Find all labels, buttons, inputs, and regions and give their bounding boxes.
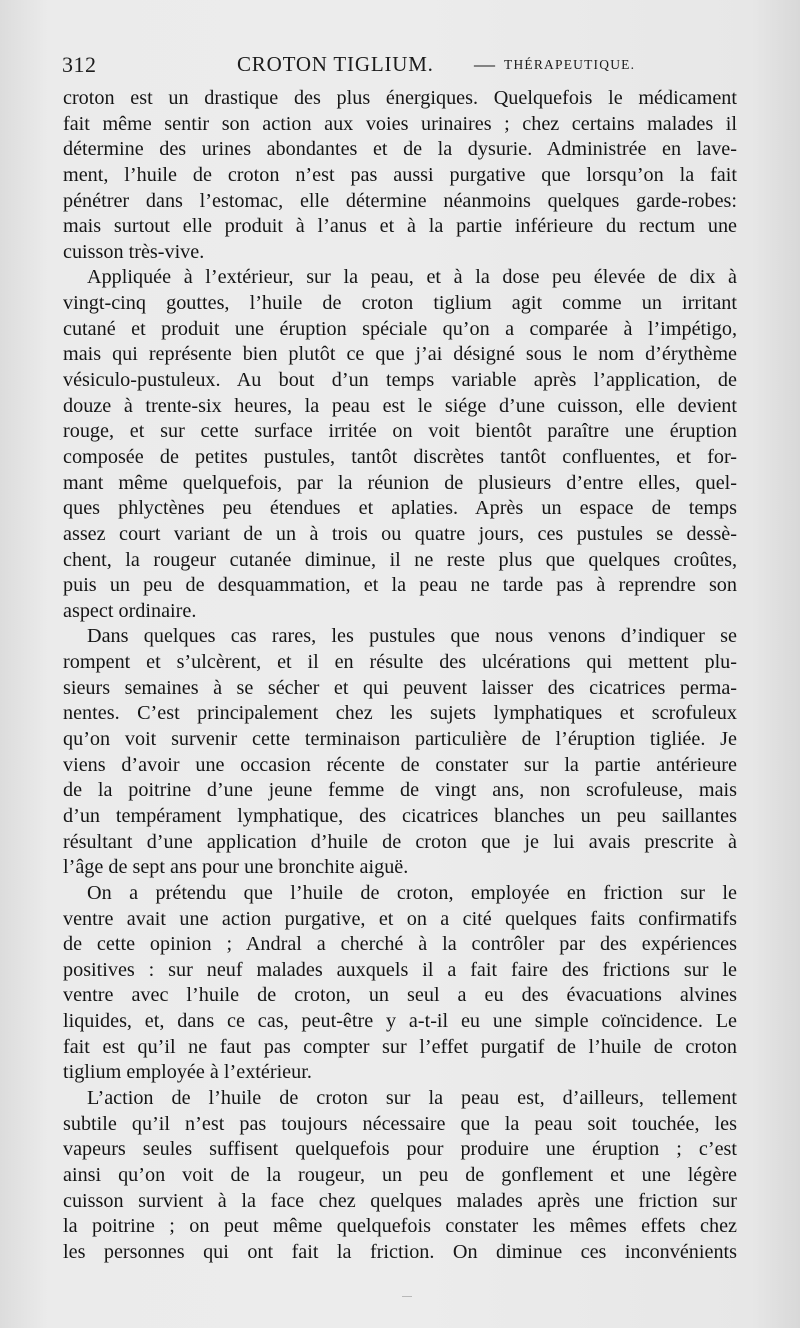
text-line: subtile qu’il n’est pas toujours nécessaire que la peau soit touchée, les [63,1112,737,1135]
text-line: viens d’avoir une occasion récente de constater sur la partie antérieure [63,753,737,776]
text-line: positives : sur neuf malades auxquels il a fait faire des frictions sur le [63,958,737,981]
text-line: douze à trente-six heures, la peau est le siége d’une cuisson, elle devient [63,394,737,417]
text-line: L’action de l’huile de croton sur la peau est, d’ailleurs, tellement [87,1086,737,1109]
text-line: vésiculo-pustuleux. Au bout d’un temps variable après l’application, de [63,369,737,392]
text-line: cuisson survient à la face chez quelques malades après une friction sur [63,1189,737,1212]
text-line: rompent et s’ulcèrent, et il en résulte des ulcérations qui mettent plu- [63,651,737,674]
text-line: fait est qu’il ne faut pas compter sur l’effet purgatif de l’huile de croton [63,1035,737,1058]
text-line: ainsi qu’on voit de la rougeur, un peu de gonflement et une légère [63,1163,737,1186]
text-line: de la poitrine d’une jeune femme de vingt ans, non scrofuleuse, mais [63,779,737,802]
text-line: liquides, et, dans ce cas, peut-être y a-t-il eu une simple coïncidence. Le [63,1010,737,1033]
text-line: ventre avec l’huile de croton, un seul a eu des évacuations alvines [63,984,737,1007]
text-line: aspect ordinaire. [63,599,197,622]
text-line: nentes. C’est principalement chez les sujets lymphatiques et scrofuleux [63,702,737,725]
print-speck [402,1296,412,1297]
text-line: tiglium employée à l’extérieur. [63,1061,312,1084]
text-line: détermine des urines abondantes et de la dysurie. Administrée en lave- [63,138,737,161]
running-header [62,52,738,80]
text-line: cuisson très-vive. [63,240,205,263]
text-line: sieurs semaines à se sécher et qui peuvent laisser des cicatrices perma- [63,676,737,699]
text-line: résultant d’une application d’huile de croton que je lui avais prescrite à [63,830,737,853]
text-line: mais surtout elle produit à l’anus et à la partie inférieure du rectum une [63,215,737,238]
running-subtitle: THÉRAPEUTIQUE. [504,57,636,72]
text-line: de cette opinion ; Andral a cherché à la contrôler par des expériences [63,933,737,956]
text-line: fait même sentir son action aux voies urinaires ; chez certains malades il [63,112,737,135]
text-line: puis un peu de desquammation, et la peau ne tarde pas à reprendre son [63,574,737,597]
running-title-dash: — [474,52,495,76]
text-line: vingt-cinq gouttes, l’huile de croton tiglium agit comme un irritant [63,292,737,315]
text-line: mant même quelquefois, par la réunion de plusieurs d’entre elles, quel- [63,471,737,494]
text-line: les personnes qui ont fait la friction. On diminue ces inconvénients [63,1240,737,1263]
text-line: rouge, et sur cette surface irritée on voit bientôt paraître une éruption [63,420,737,443]
text-line: ques phlyctènes peu étendues et aplaties. Après un espace de temps [63,497,737,520]
text-line: mais qui représente bien plutôt ce que j’ai désigné sous le nom d’érythème [63,343,737,366]
text-line: chent, la rougeur cutanée diminue, il ne reste plus que quelques croûtes, [63,548,737,571]
text-line: composée de petites pustules, tantôt discrètes tantôt confluentes, et for- [63,445,737,468]
text-line: d’un tempérament lymphatique, des cicatrices blanches un peu saillantes [63,804,737,827]
body-text [63,86,737,1265]
text-line: cutané et produit une éruption spéciale qu’on a comparée à l’impétigo, [63,317,737,340]
text-line: pénétrer dans l’estomac, elle détermine néanmoins quelques garde-robes: [63,189,737,212]
text-line: ment, l’huile de croton n’est pas aussi purgative que lorsqu’on la fait [63,163,737,186]
text-line: Appliquée à l’extérieur, sur la peau, et à la dose peu élevée de dix à [87,266,737,289]
text-line: vapeurs seules suffisent quelquefois pour produire une éruption ; c’est [63,1138,737,1161]
text-line: croton est un drastique des plus énergiques. Quelquefois le médicament [63,87,737,109]
page-number: 312 [62,52,97,77]
text-line: ventre avait une action purgative, et on a cité quelques faits confirmatifs [63,907,737,930]
text-line: l’âge de sept ans pour une bronchite aiguë. [63,856,409,879]
running-title: CROTON TIGLIUM. [237,52,434,76]
text-line: qu’on voit survenir cette terminaison particulière de l’éruption tigliée. Je [63,728,737,751]
text-line: assez court variant de un à trois ou quatre jours, ces pustules se dessè- [63,522,737,545]
text-line: On a prétendu que l’huile de croton, employée en friction sur le [87,881,737,904]
text-line: Dans quelques cas rares, les pustules que nous venons d’indiquer se [87,625,737,648]
text-line: la poitrine ; on peut même quelquefois constater les mêmes effets chez [63,1215,737,1238]
